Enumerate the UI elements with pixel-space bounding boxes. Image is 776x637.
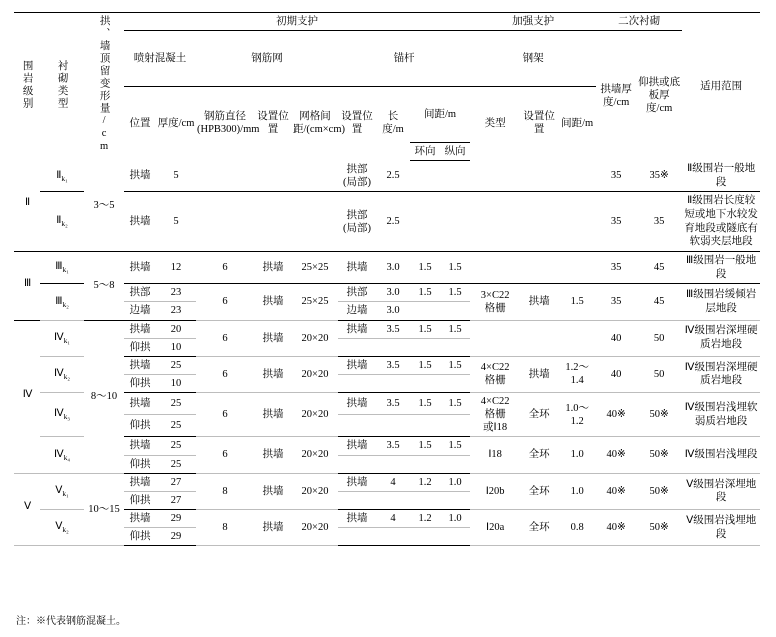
cell-mesh-grid: 20×20	[292, 356, 338, 392]
cell-frame-spacing	[558, 160, 596, 192]
cell-lining-type: $Ⅳ_{k_2}$	[40, 356, 84, 392]
cell-bolt-length: 2.5	[376, 192, 410, 252]
cell-lining-type: $Ⅳ_{k_1}$	[40, 320, 84, 356]
cell-mesh-diameter	[196, 192, 254, 252]
cell-mesh-diameter: 6	[196, 251, 254, 283]
cell-lining-type: $Ⅴ_{k_2}$	[40, 509, 84, 545]
cell-shotcrete-position: 仰拱	[124, 455, 156, 473]
cell-lining-type: $Ⅱ_{k_1}$	[40, 160, 84, 192]
cell-bolt-length	[376, 338, 410, 356]
cell-bolt-position	[338, 491, 376, 509]
cell-frame-spacing	[558, 251, 596, 283]
cell-bolt-circ: 1.2	[410, 473, 440, 491]
cell-frame-position	[520, 251, 558, 283]
cell-frame-type: Ⅰ20a	[470, 509, 520, 545]
cell-lining-invert: 50※	[636, 437, 682, 473]
cell-frame-type	[470, 320, 520, 356]
cell-bolt-long: 1.5	[440, 393, 470, 415]
cell-bolt-length	[376, 491, 410, 509]
cell-shotcrete-thickness: 27	[156, 491, 196, 509]
cell-frame-position	[520, 320, 558, 356]
cell-frame-spacing: 1.2～1.4	[558, 356, 596, 392]
cell-mesh-position: 拱墙	[254, 356, 292, 392]
document-page	[0, 12, 776, 637]
cell-lining-type: $Ⅳ_{k_4}$	[40, 437, 84, 473]
table-row	[14, 473, 760, 491]
cell-applicable-range: Ⅲ级围岩一般地段	[682, 251, 760, 283]
table-row	[14, 437, 760, 455]
th-deformation: 拱、墙顶留变形量/cm	[84, 13, 124, 161]
cell-bolt-circ: 1.5	[410, 393, 440, 415]
cell-shotcrete-thickness: 12	[156, 251, 196, 283]
cell-bolt-length	[376, 374, 410, 392]
cell-shotcrete-thickness: 25	[156, 455, 196, 473]
cell-lining-type: $Ⅱ_{k_2}$	[40, 192, 84, 252]
cell-shotcrete-thickness: 23	[156, 302, 196, 320]
cell-mesh-position: 拱墙	[254, 393, 292, 437]
cell-bolt-circ: 1.5	[410, 437, 440, 455]
cell-bolt-circ	[410, 415, 440, 437]
cell-bolt-long	[440, 415, 470, 437]
cell-mesh-position	[254, 192, 292, 252]
cell-bolt-position	[338, 338, 376, 356]
cell-mesh-grid: 25×25	[292, 284, 338, 320]
cell-bolt-long: 1.0	[440, 473, 470, 491]
cell-applicable-range: Ⅴ级围岩浅埋地段	[682, 509, 760, 545]
cell-lining-arch: 40	[596, 356, 636, 392]
cell-lining-arch: 35	[596, 192, 636, 252]
cell-bolt-position	[338, 374, 376, 392]
cell-bolt-length: 3.5	[376, 320, 410, 338]
cell-shotcrete-position: 拱墙	[124, 356, 156, 374]
table-body	[14, 160, 760, 546]
cell-lining-arch: 40	[596, 320, 636, 356]
cell-applicable-range: Ⅳ级围岩深埋硬质岩地段	[682, 320, 760, 356]
cell-bolt-length: 3.5	[376, 437, 410, 455]
cell-bolt-length	[376, 528, 410, 546]
cell-shotcrete-position: 拱墙	[124, 473, 156, 491]
cell-bolt-circ	[410, 302, 440, 320]
th-bolt-set-position: 设置位置	[341, 111, 373, 136]
cell-mesh-diameter: 6	[196, 320, 254, 356]
cell-bolt-circ: 1.2	[410, 509, 440, 527]
cell-bolt-circ	[410, 160, 440, 192]
cell-lining-arch: 40※	[596, 393, 636, 437]
cell-bolt-circ	[410, 455, 440, 473]
cell-bolt-long	[440, 455, 470, 473]
cell-lining-invert: 50	[636, 356, 682, 392]
cell-bolt-position	[338, 455, 376, 473]
cell-lining-invert: 50	[636, 320, 682, 356]
cell-shotcrete-position: 仰拱	[124, 415, 156, 437]
cell-shotcrete-thickness: 5	[156, 160, 196, 192]
cell-bolt-circ	[410, 338, 440, 356]
th-shotcrete-position: 位置	[129, 117, 151, 129]
cell-bolt-position	[338, 415, 376, 437]
cell-mesh-diameter: 8	[196, 473, 254, 509]
cell-bolt-circ	[410, 374, 440, 392]
cell-shotcrete-thickness: 20	[156, 320, 196, 338]
cell-lining-invert: 45	[636, 251, 682, 283]
cell-mesh-grid	[292, 160, 338, 192]
cell-frame-position: 全环	[520, 437, 558, 473]
cell-frame-type: 3×C22 格栅	[470, 284, 520, 320]
th-mesh: 钢筋网	[196, 31, 338, 87]
cell-deformation: 8～10	[84, 320, 124, 473]
cell-shotcrete-position: 仰拱	[124, 528, 156, 546]
cell-deformation: 3～5	[84, 160, 124, 251]
table-row	[14, 284, 760, 302]
cell-lining-invert: 45	[636, 284, 682, 320]
th-rock-grade: 围岩级别	[14, 13, 40, 161]
cell-bolt-position: 拱墙	[338, 437, 376, 455]
th-shotcrete-thickness: 厚度/cm	[157, 117, 195, 129]
table-row	[14, 393, 760, 415]
cell-frame-type	[470, 251, 520, 283]
cell-applicable-range: Ⅱ级围岩长度较短或地下水较发育地段或隧底有软弱夹层地段	[682, 192, 760, 252]
cell-bolt-long: 1.5	[440, 251, 470, 283]
th-bolt-spacing: 间距/m	[410, 86, 470, 142]
cell-shotcrete-position: 仰拱	[124, 338, 156, 356]
cell-bolt-position: 拱墙	[338, 320, 376, 338]
cell-mesh-diameter: 6	[196, 284, 254, 320]
cell-bolt-long: 1.5	[440, 437, 470, 455]
cell-frame-position: 全环	[520, 509, 558, 545]
header-row-groups	[14, 13, 760, 31]
table-row	[14, 320, 760, 338]
cell-mesh-grid: 20×20	[292, 509, 338, 545]
cell-frame-type: Ⅰ18	[470, 437, 520, 473]
cell-mesh-position: 拱墙	[254, 251, 292, 283]
cell-shotcrete-thickness: 5	[156, 192, 196, 252]
cell-bolt-long	[440, 160, 470, 192]
cell-shotcrete-position: 拱墙	[124, 251, 156, 283]
cell-mesh-position: 拱墙	[254, 473, 292, 509]
th-bolt: 锚杆	[338, 31, 470, 87]
cell-frame-type	[470, 160, 520, 192]
cell-applicable-range: Ⅲ级围岩缓倾岩层地段	[682, 284, 760, 320]
cell-mesh-position: 拱墙	[254, 284, 292, 320]
th-frame-set-position: 设置位置	[523, 111, 555, 136]
cell-bolt-length: 3.0	[376, 302, 410, 320]
th-steel-frame: 钢架	[470, 31, 596, 87]
cell-shotcrete-position: 拱墙	[124, 192, 156, 252]
cell-bolt-circ: 1.5	[410, 284, 440, 302]
cell-lining-type: $Ⅴ_{k_1}$	[40, 473, 84, 509]
cell-lining-type: $Ⅲ_{k_1}$	[40, 251, 84, 283]
cell-bolt-circ	[410, 528, 440, 546]
cell-bolt-circ	[410, 491, 440, 509]
cell-frame-spacing	[558, 192, 596, 252]
cell-bolt-length: 4	[376, 473, 410, 491]
cell-bolt-long: 1.5	[440, 320, 470, 338]
th-group-reinforce-support: 加强支护	[470, 13, 596, 31]
cell-lining-arch: 35	[596, 284, 636, 320]
cell-mesh-grid: 20×20	[292, 437, 338, 473]
cell-lining-invert: 35※	[636, 160, 682, 192]
cell-bolt-circ: 1.5	[410, 320, 440, 338]
cell-rock-grade: Ⅲ	[14, 251, 40, 320]
cell-frame-position: 全环	[520, 393, 558, 437]
cell-frame-position: 全环	[520, 473, 558, 509]
cell-frame-position	[520, 160, 558, 192]
cell-shotcrete-thickness: 29	[156, 528, 196, 546]
cell-bolt-long: 1.5	[440, 356, 470, 374]
cell-bolt-circ	[410, 192, 440, 252]
cell-lining-arch: 40※	[596, 509, 636, 545]
cell-bolt-long	[440, 302, 470, 320]
table-row	[14, 192, 760, 252]
cell-bolt-length: 4	[376, 509, 410, 527]
cell-lining-type: $Ⅲ_{k_2}$	[40, 284, 84, 320]
cell-frame-spacing: 1.0～1.2	[558, 393, 596, 437]
cell-shotcrete-position: 边墙	[124, 302, 156, 320]
footnote: 注：※代表钢筋混凝土。	[16, 616, 126, 627]
cell-shotcrete-position: 仰拱	[124, 374, 156, 392]
cell-bolt-position	[338, 528, 376, 546]
header-row-subgroups	[14, 31, 760, 87]
cell-shotcrete-position: 拱墙	[124, 393, 156, 415]
th-group-secondary-lining: 二次衬砌	[596, 13, 682, 31]
cell-mesh-position: 拱墙	[254, 509, 292, 545]
cell-deformation: 5～8	[84, 251, 124, 320]
cell-lining-type: $Ⅳ_{k_3}$	[40, 393, 84, 437]
cell-mesh-diameter: 6	[196, 437, 254, 473]
cell-mesh-position: 拱墙	[254, 320, 292, 356]
cell-shotcrete-position: 拱墙	[124, 437, 156, 455]
cell-shotcrete-thickness: 10	[156, 374, 196, 392]
th-lining-invert-thickness: 仰拱或底板厚度/cm	[638, 76, 681, 115]
cell-applicable-range: Ⅱ级围岩一般地段	[682, 160, 760, 192]
cell-frame-spacing: 1.0	[558, 473, 596, 509]
cell-frame-position	[520, 192, 558, 252]
cell-lining-invert: 50※	[636, 473, 682, 509]
th-frame-type: 类型	[484, 117, 506, 129]
cell-bolt-long	[440, 374, 470, 392]
th-shotcrete: 喷射混凝土	[124, 31, 196, 87]
cell-bolt-position: 拱墙	[338, 473, 376, 491]
cell-shotcrete-position: 拱墙	[124, 160, 156, 192]
cell-lining-arch: 35	[596, 160, 636, 192]
cell-bolt-position: 边墙	[338, 302, 376, 320]
cell-frame-spacing	[558, 320, 596, 356]
cell-mesh-grid: 20×20	[292, 393, 338, 437]
cell-bolt-position: 拱墙	[338, 251, 376, 283]
cell-bolt-long	[440, 528, 470, 546]
cell-mesh-grid	[292, 192, 338, 252]
cell-lining-arch: 35	[596, 251, 636, 283]
cell-shotcrete-thickness: 25	[156, 415, 196, 437]
th-mesh-set-position: 设置位置	[257, 111, 289, 136]
cell-frame-spacing: 0.8	[558, 509, 596, 545]
th-applicable-range: 适用范围	[682, 13, 760, 161]
cell-bolt-length: 2.5	[376, 160, 410, 192]
cell-shotcrete-thickness: 29	[156, 509, 196, 527]
cell-bolt-length	[376, 455, 410, 473]
cell-lining-arch: 40※	[596, 437, 636, 473]
cell-mesh-grid: 20×20	[292, 320, 338, 356]
cell-shotcrete-thickness: 27	[156, 473, 196, 491]
th-lining-arch-thickness: 拱墙厚度/cm	[600, 83, 632, 108]
table-row	[14, 160, 760, 192]
cell-shotcrete-position: 拱墙	[124, 320, 156, 338]
cell-mesh-position: 拱墙	[254, 437, 292, 473]
cell-applicable-range: Ⅴ级围岩深埋地段	[682, 473, 760, 509]
cell-shotcrete-thickness: 25	[156, 437, 196, 455]
table-row	[14, 509, 760, 527]
th-mesh-diameter: 钢筋直径(HPB300)/mm	[197, 111, 260, 136]
cell-bolt-long: 1.0	[440, 509, 470, 527]
th-bolt-spacing-circumferential: 环向	[410, 142, 440, 160]
th-lining-type: 衬砌类型	[40, 13, 84, 161]
support-parameters-table	[14, 12, 760, 546]
cell-bolt-position: 拱部 (局部)	[338, 192, 376, 252]
table-row	[14, 356, 760, 374]
cell-mesh-grid: 25×25	[292, 251, 338, 283]
cell-bolt-circ: 1.5	[410, 251, 440, 283]
th-mesh-grid: 网格间距/(cm×cm)	[293, 111, 345, 136]
cell-shotcrete-thickness: 25	[156, 393, 196, 415]
cell-lining-invert: 35	[636, 192, 682, 252]
cell-frame-type: 4×C22 格栅	[470, 356, 520, 392]
cell-mesh-diameter: 6	[196, 393, 254, 437]
cell-lining-arch: 40※	[596, 473, 636, 509]
cell-bolt-position: 拱墙	[338, 509, 376, 527]
cell-bolt-long	[440, 338, 470, 356]
cell-rock-grade: Ⅴ	[14, 473, 40, 546]
cell-applicable-range: Ⅳ级围岩深埋硬质岩地段	[682, 356, 760, 392]
table-row	[14, 251, 760, 283]
cell-rock-grade: Ⅱ	[14, 160, 40, 251]
cell-mesh-diameter: 6	[196, 356, 254, 392]
cell-shotcrete-thickness: 23	[156, 284, 196, 302]
th-bolt-spacing-longitudinal: 纵向	[440, 142, 470, 160]
cell-mesh-position	[254, 160, 292, 192]
cell-shotcrete-thickness: 25	[156, 356, 196, 374]
cell-frame-position: 拱墙	[520, 284, 558, 320]
cell-mesh-diameter	[196, 160, 254, 192]
cell-bolt-length: 3.0	[376, 284, 410, 302]
cell-shotcrete-position: 仰拱	[124, 491, 156, 509]
cell-frame-spacing: 1.0	[558, 437, 596, 473]
cell-bolt-length: 3.5	[376, 393, 410, 415]
cell-shotcrete-thickness: 10	[156, 338, 196, 356]
cell-frame-position: 拱墙	[520, 356, 558, 392]
cell-frame-type: 4×C22 格栅 或Ⅰ18	[470, 393, 520, 437]
cell-bolt-long: 1.5	[440, 284, 470, 302]
cell-frame-type	[470, 192, 520, 252]
cell-shotcrete-position: 拱部	[124, 284, 156, 302]
th-group-primary-support: 初期支护	[124, 13, 470, 31]
cell-frame-type: Ⅰ20b	[470, 473, 520, 509]
cell-mesh-grid: 20×20	[292, 473, 338, 509]
cell-bolt-long	[440, 192, 470, 252]
cell-bolt-circ: 1.5	[410, 356, 440, 374]
cell-deformation: 10～15	[84, 473, 124, 546]
cell-shotcrete-position: 拱墙	[124, 509, 156, 527]
cell-bolt-length: 3.0	[376, 251, 410, 283]
cell-rock-grade: Ⅳ	[14, 320, 40, 473]
cell-frame-spacing: 1.5	[558, 284, 596, 320]
cell-bolt-position: 拱部	[338, 284, 376, 302]
cell-bolt-position: 拱部 (局部)	[338, 160, 376, 192]
cell-lining-invert: 50※	[636, 509, 682, 545]
cell-bolt-length: 3.5	[376, 356, 410, 374]
th-bolt-length: 长度/m	[382, 111, 404, 136]
cell-mesh-diameter: 8	[196, 509, 254, 545]
th-frame-spacing: 间距/m	[561, 117, 594, 129]
cell-bolt-position: 拱墙	[338, 356, 376, 374]
cell-bolt-position: 拱墙	[338, 393, 376, 415]
cell-bolt-long	[440, 491, 470, 509]
cell-applicable-range: Ⅳ级围岩浅埋段	[682, 437, 760, 473]
cell-bolt-length	[376, 415, 410, 437]
cell-applicable-range: Ⅳ级围岩浅埋软弱质岩地段	[682, 393, 760, 437]
cell-lining-invert: 50※	[636, 393, 682, 437]
